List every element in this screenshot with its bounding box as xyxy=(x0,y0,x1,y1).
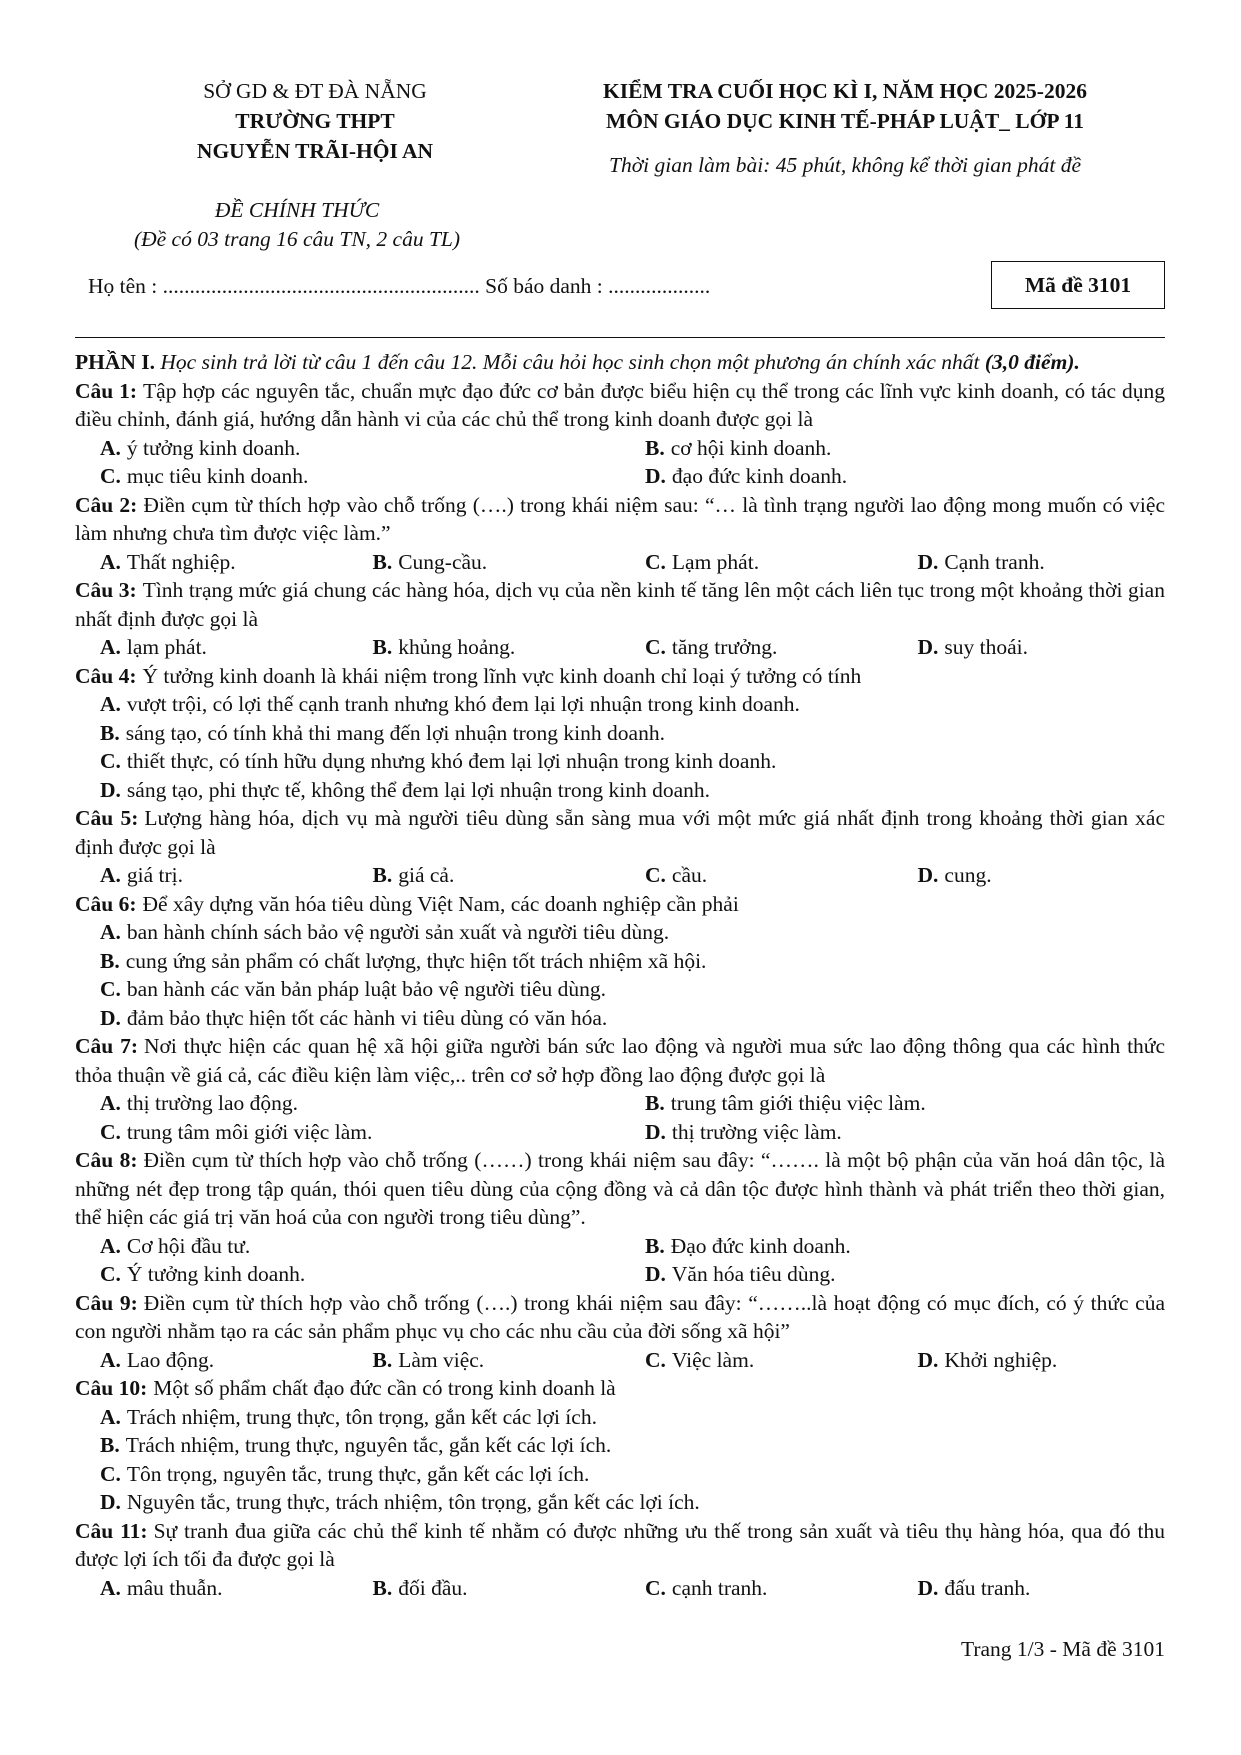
option[interactable]: D. sáng tạo, phi thực tế, không thể đem lại lợi nhuận trong kinh doanh. xyxy=(100,777,711,802)
question xyxy=(75,1289,1165,1375)
exam-subject: MÔN GIÁO DỤC KINH TẾ-PHÁP LUẬT_ LỚP 11 xyxy=(605,109,1085,133)
options-row xyxy=(75,1260,1165,1289)
option[interactable]: C. cầu. xyxy=(645,863,708,887)
option[interactable]: B. giá cả. xyxy=(372,863,455,887)
options-row xyxy=(75,1089,1165,1118)
options-row xyxy=(75,1574,1165,1603)
exam-content xyxy=(75,348,1165,1602)
question xyxy=(75,377,1165,491)
option[interactable]: A. mâu thuẫn. xyxy=(100,1575,223,1600)
option[interactable]: B. Làm việc. xyxy=(372,1347,485,1372)
option[interactable]: B. Cung-cầu. xyxy=(372,549,488,574)
option[interactable]: A. Cơ hội đầu tư. xyxy=(100,1233,251,1258)
question xyxy=(75,1032,1165,1146)
question xyxy=(75,1146,1165,1289)
question-label: Câu 3: xyxy=(75,578,137,602)
question-text: Tập hợp các nguyên tắc, chuẩn mực đạo đức cơ bản được biểu hiện cụ thể trong các lĩnh vực kinh doanh, có tác dụng điều chỉnh, đánh giá, hướng dẫn hành vi của các chủ thể trong kinh doanh được gọi là xyxy=(75,378,1165,431)
option[interactable]: C. tăng trưởng. xyxy=(645,635,778,659)
option[interactable]: A. ban hành chính sách bảo vệ người sản xuất và người tiêu dùng. xyxy=(100,920,670,944)
school-type: TRƯỜNG THPT xyxy=(235,109,395,133)
option[interactable]: C. thiết thực, có tính hữu dụng nhưng khó đem lại lợi nhuận trong kinh doanh. xyxy=(100,749,777,773)
option[interactable]: A. giá trị. xyxy=(100,863,184,887)
options-row xyxy=(75,1346,1165,1375)
part1-points: (3,0 điểm). xyxy=(984,350,1080,374)
options-row xyxy=(75,548,1165,577)
student-info-line: Họ tên : ........................................................... Số báo danh : ................... xyxy=(88,274,711,298)
option[interactable]: C. Lạm phát. xyxy=(645,549,760,574)
option[interactable]: B. khủng hoảng. xyxy=(372,635,516,659)
department-name: SỞ GD & ĐT ĐÀ NẴNG xyxy=(203,79,427,103)
option[interactable]: D. Nguyên tắc, trung thực, trách nhiệm, tôn trọng, gắn kết các lợi ích. xyxy=(100,1490,700,1514)
question-label: Câu 1: xyxy=(75,378,138,403)
option[interactable]: A. ý tưởng kinh doanh. xyxy=(100,435,301,460)
school-name: NGUYỄN TRÃI-HỘI AN xyxy=(196,139,434,163)
option[interactable]: B. đối đầu. xyxy=(372,1575,468,1600)
options-row xyxy=(75,434,1165,463)
question xyxy=(75,804,1165,890)
part1-text: Học sinh trả lời từ câu 1 đến câu 12. Mỗi câu hỏi học sinh chọn một phương án chính xác nhất xyxy=(155,350,985,374)
school-header xyxy=(110,76,520,166)
question-label: Câu 9: xyxy=(75,1290,138,1315)
options-row xyxy=(75,462,1165,491)
option[interactable]: C. cạnh tranh. xyxy=(645,1575,768,1600)
options-row xyxy=(75,1232,1165,1261)
option[interactable]: A. Thất nghiệp. xyxy=(100,549,236,574)
question-text: Lượng hàng hóa, dịch vụ mà người tiêu dùng sẵn sàng mua với một mức giá nhất định trong khoảng thời gian xác định được gọi là xyxy=(75,806,1165,859)
option[interactable]: D. đạo đức kinh doanh. xyxy=(645,464,848,488)
part1-label: PHẦN I. xyxy=(75,350,156,374)
question-text: Điền cụm từ thích hợp vào chỗ trống (….) trong khái niệm sau: “… là tình trạng người lao động mong muốn có việc làm nhưng chưa tìm được việc làm.” xyxy=(75,492,1165,545)
part1-instruction xyxy=(75,348,1165,377)
exam-header xyxy=(520,76,1170,180)
option[interactable]: C. ban hành các văn bản pháp luật bảo vệ người tiêu dùng. xyxy=(100,977,607,1001)
question-label: Câu 5: xyxy=(75,806,139,830)
question xyxy=(75,491,1165,577)
question xyxy=(75,1374,1165,1517)
option[interactable]: C. mục tiêu kinh doanh. xyxy=(100,464,309,488)
official-label: ĐỀ CHÍNH THỨC xyxy=(214,198,380,222)
official-note: (Đề có 03 trang 16 câu TN, 2 câu TL) xyxy=(133,226,461,251)
question-label: Câu 7: xyxy=(75,1034,139,1058)
question-label: Câu 8: xyxy=(75,1148,138,1172)
option[interactable]: B. trung tâm giới thiệu việc làm. xyxy=(645,1091,926,1115)
question-text: Tình trạng mức giá chung các hàng hóa, dịch vụ của nền kinh tế tăng lên một cách liên tục trong một khoảng thời gian nhất định được gọi là xyxy=(75,578,1165,631)
option[interactable]: A. vượt trội, có lợi thế cạnh tranh nhưng khó đem lại lợi nhuận trong kinh doanh. xyxy=(100,692,800,716)
option[interactable]: D. Khởi nghiệp. xyxy=(917,1347,1058,1372)
question xyxy=(75,576,1165,662)
question-text: Điền cụm từ thích hợp vào chỗ trống (….) trong khái niệm sau đây: “……..là hoạt động có mục đích, có ý thức của con người nhằm tạo ra các sản phẩm phục vụ cho các nhu cầu của đời sống xã hội” xyxy=(75,1290,1165,1343)
option[interactable]: A. thị trường lao động. xyxy=(100,1091,299,1115)
option[interactable]: B. Đạo đức kinh doanh. xyxy=(645,1233,851,1258)
option[interactable]: C. Tôn trọng, nguyên tắc, trung thực, gắn kết các lợi ích. xyxy=(100,1461,590,1486)
exam-code-box: Mã đề 3101 xyxy=(991,261,1165,309)
question-label: Câu 11: xyxy=(75,1518,148,1543)
option[interactable]: D. Văn hóa tiêu dùng. xyxy=(645,1262,836,1286)
option[interactable]: D. đấu tranh. xyxy=(917,1575,1031,1600)
option[interactable]: D. cung. xyxy=(917,863,992,887)
exam-title: KIỂM TRA CUỐI HỌC KÌ I, NĂM HỌC 2025-2026 xyxy=(603,79,1087,103)
option[interactable]: C. Ý tưởng kinh doanh. xyxy=(100,1262,306,1286)
option[interactable]: C. Việc làm. xyxy=(645,1347,755,1372)
option[interactable]: A. Lao động. xyxy=(100,1347,215,1372)
question-label: Câu 10: xyxy=(75,1376,148,1400)
options-row xyxy=(75,1118,1165,1147)
time-note: Thời gian làm bài: 45 phút, không kể thời gian phát đề xyxy=(608,153,1082,177)
question-text: Để xây dựng văn hóa tiêu dùng Việt Nam, các doanh nghiệp cần phải xyxy=(142,891,739,916)
question-text: Điền cụm từ thích hợp vào chỗ trống (……) trong khái niệm sau đây: “……. là một bộ phận của văn hoá dân tộc, là những nét đẹp trong tập quán, thói quen tiêu dùng của cộng đồng và cả dân tộc được hình thành và phát triển theo thời gian, thể hiện các giá trị văn hoá của con người trong tiêu dùng”. xyxy=(75,1148,1165,1229)
question-text: Sự tranh đua giữa các chủ thể kinh tế nhằm có được những ưu thế trong sản xuất và tiêu thụ hàng hóa, qua đó thu được lợi ích tối đa được gọi là xyxy=(75,1518,1165,1571)
options-row xyxy=(75,861,1165,890)
official-block xyxy=(112,196,482,253)
question-label: Câu 6: xyxy=(75,891,137,916)
option[interactable]: B. cung ứng sản phẩm có chất lượng, thực hiện tốt trách nhiệm xã hội. xyxy=(100,948,707,973)
option[interactable]: D. suy thoái. xyxy=(917,635,1029,659)
option[interactable]: A. Trách nhiệm, trung thực, tôn trọng, gắn kết các lợi ích. xyxy=(100,1404,597,1429)
question xyxy=(75,1517,1165,1603)
question-label: Câu 4: xyxy=(75,663,137,688)
option[interactable]: B. Trách nhiệm, trung thực, nguyên tắc, gắn kết các lợi ích. xyxy=(100,1433,612,1457)
question-label: Câu 2: xyxy=(75,492,138,517)
option[interactable]: C. trung tâm môi giới việc làm. xyxy=(100,1119,373,1144)
option[interactable]: A. lạm phát. xyxy=(100,635,207,659)
option[interactable]: D. thị trường việc làm. xyxy=(645,1119,842,1144)
question-text: Ý tưởng kinh doanh là khái niệm trong lĩnh vực kinh doanh chỉ loại ý tưởng có tính xyxy=(142,663,862,688)
header-divider xyxy=(75,337,1165,338)
question xyxy=(75,890,1165,1033)
question-text: Một số phẩm chất đạo đức cần có trong kinh doanh là xyxy=(153,1376,616,1400)
question-text: Nơi thực hiện các quan hệ xã hội giữa người bán sức lao động và người mua sức lao động thông qua các hình thức thỏa thuận về giá cả, các điều kiện làm việc,.. trên cơ sở hợp đồng lao động được gọi là xyxy=(75,1034,1165,1087)
option[interactable]: B. cơ hội kinh doanh. xyxy=(645,435,832,460)
question xyxy=(75,662,1165,805)
option[interactable]: D. đảm bảo thực hiện tốt các hành vi tiêu dùng có văn hóa. xyxy=(100,1005,608,1030)
option[interactable]: D. Cạnh tranh. xyxy=(917,549,1045,574)
page-footer: Trang 1/3 - Mã đề 3101 xyxy=(960,1637,1165,1661)
options-row xyxy=(75,633,1165,662)
option[interactable]: B. sáng tạo, có tính khả thi mang đến lợi nhuận trong kinh doanh. xyxy=(100,720,665,745)
